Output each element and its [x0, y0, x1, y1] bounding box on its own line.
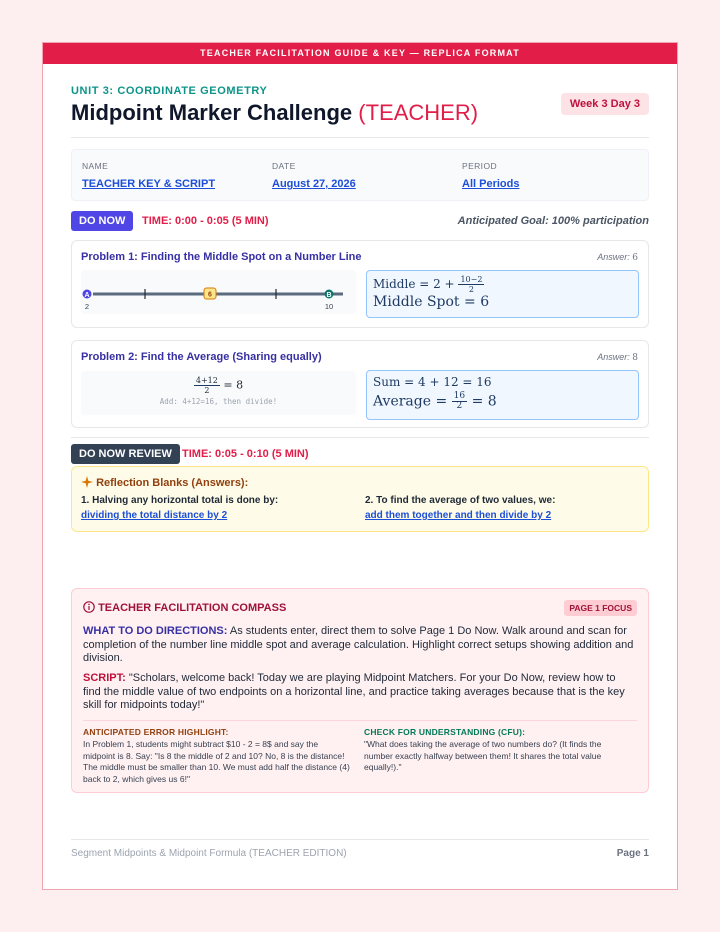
do-now-time: TIME: 0:00 - 0:05 (5 MIN): [142, 215, 269, 227]
reflection-question-2: 2. To find the average of two values, we:: [365, 495, 556, 506]
reflection-panel: [71, 466, 649, 532]
midpoint-label: 6: [208, 291, 212, 299]
anticipated-goal: Anticipated Goal: 100% participation: [457, 215, 649, 227]
fraction: [458, 275, 484, 294]
fraction: [194, 376, 220, 395]
page-title: [71, 100, 478, 126]
meta-name: [82, 161, 215, 190]
fraction-denominator: 2: [468, 285, 474, 294]
number-line-box: [81, 270, 356, 314]
footer: [71, 848, 649, 859]
fraction: [452, 392, 467, 411]
problem-2-card: [71, 340, 649, 428]
cfu-text: "What does taking the average of two numbers do? (It finds the number exactly halfway between them! It shares the total value equally!).": [364, 739, 602, 772]
divider: [71, 839, 649, 840]
period-value[interactable]: All Periods: [462, 178, 520, 190]
right-endpoint-value: 10: [324, 302, 334, 311]
problem-2-answer: [597, 352, 638, 363]
middle-expression: Middle = 2 +: [373, 277, 455, 291]
problem-2-title: Problem 2: Find the Average (Sharing equally): [81, 351, 322, 363]
period-label: PERIOD: [462, 161, 497, 171]
reflection-question-1: 1. Halving any horizontal total is done by:: [81, 495, 279, 506]
directions-label: WHAT TO DO DIRECTIONS:: [83, 625, 228, 637]
solution-line-2: [373, 392, 497, 411]
error-text: In Problem 1, students might subtract $10 - 2 = 8$ and say the midpoint is 8. Say: "Is 8 the middle of 2 and 10? No, 8 is the distance! The middle must be smaller than 10. We must add half the distance (4) back to 2, which gives us 6!": [83, 739, 350, 784]
average-work-box: [81, 371, 356, 415]
script-text: "Scholars, welcome back! Today we are playing Midpoint Matchers. For your Do Now, review how to find the middle value of two endpoints on a horizontal line, and practice taking averages because that is the key skill for midpoints today!": [83, 672, 625, 711]
title-role: (TEACHER): [358, 100, 479, 125]
answer-value: 8: [632, 353, 638, 363]
fraction-denominator: 2: [204, 386, 210, 395]
problem-2-solution: [366, 370, 639, 420]
facilitation-compass: [71, 588, 649, 793]
solution-line-1: [373, 275, 484, 294]
reflection-answer-2[interactable]: add them together and then divide by 2: [365, 510, 552, 521]
problem-1-title: Problem 1: Finding the Middle Spot on a Number Line: [81, 251, 362, 263]
date-value[interactable]: August 27, 2026: [272, 178, 356, 190]
fraction-numerator: 4+12: [195, 376, 218, 385]
equation-result: = 8: [223, 378, 244, 392]
meta-panel: [71, 149, 649, 201]
worksheet-page: [42, 42, 678, 890]
point-b-label: B: [326, 292, 332, 299]
meta-date: [272, 161, 356, 190]
cfu-label: CHECK FOR UNDERSTANDING (CFU):: [364, 727, 526, 737]
answer-label: Answer:: [597, 352, 630, 362]
fraction-numerator: 16: [453, 391, 466, 401]
error-label: ANTICIPATED ERROR HIGHLIGHT:: [83, 727, 229, 737]
problem-1-answer: [597, 252, 638, 263]
solution-line-2: Middle Spot = 6: [373, 294, 490, 310]
info-icon: [83, 601, 95, 616]
script-label: SCRIPT:: [83, 672, 126, 684]
directions-text: As students enter, direct them to solve Page 1 Do Now. Walk around and scan for completion of the number line middle spot and average calculation. Highlight correct setups showing addition and division.: [83, 625, 634, 664]
number-line: [81, 270, 356, 314]
divider: [71, 437, 649, 438]
solution-line-1: Sum = 4 + 12 = 16: [373, 375, 492, 389]
do-now-pill: DO NOW: [71, 211, 133, 231]
review-time: TIME: 0:05 - 0:10 (5 MIN): [182, 448, 309, 460]
directions-paragraph: [83, 625, 635, 666]
sparkle-icon: [81, 476, 93, 491]
title-text: Midpoint Marker Challenge: [71, 100, 353, 125]
footer-title: Segment Midpoints & Midpoint Formula (TEACHER EDITION): [71, 848, 347, 859]
page-focus-badge: PAGE 1 FOCUS: [564, 600, 637, 616]
problem-1-card: [71, 240, 649, 328]
divider: [71, 137, 649, 138]
average-hint: Add: 4+12=16, then divide!: [159, 397, 278, 406]
reflection-title: Reflection Blanks (Answers):: [96, 477, 249, 489]
reflection-heading: [81, 476, 248, 491]
compass-heading: [83, 601, 286, 616]
page-number: Page 1: [616, 848, 649, 859]
point-a-label: A: [84, 292, 90, 299]
reflection-answer-1[interactable]: dividing the total distance by 2: [81, 510, 228, 521]
average-label: Average =: [373, 393, 448, 410]
divider: [83, 720, 637, 721]
fraction-denominator: 2: [456, 401, 463, 411]
week-badge: Week 3 Day 3: [561, 93, 649, 115]
date-label: DATE: [272, 161, 296, 171]
answer-value: 6: [632, 253, 638, 263]
unit-label: UNIT 3: COORDINATE GEOMETRY: [71, 85, 268, 97]
compass-title: TEACHER FACILITATION COMPASS: [98, 602, 287, 614]
meta-period: [462, 161, 519, 190]
script-paragraph: [83, 672, 635, 713]
name-label: NAME: [82, 161, 109, 171]
answer-label: Answer:: [597, 252, 630, 262]
average-result: = 8: [471, 393, 497, 410]
left-endpoint-value: 2: [84, 302, 90, 311]
average-equation: [81, 376, 356, 395]
fraction-numerator: 10−2: [460, 275, 483, 284]
name-value[interactable]: TEACHER KEY & SCRIPT: [82, 178, 216, 190]
review-pill: DO NOW REVIEW: [71, 444, 180, 464]
problem-1-solution: [366, 270, 639, 318]
top-banner: TEACHER FACILITATION GUIDE & KEY — REPLICA FORMAT: [43, 43, 677, 64]
